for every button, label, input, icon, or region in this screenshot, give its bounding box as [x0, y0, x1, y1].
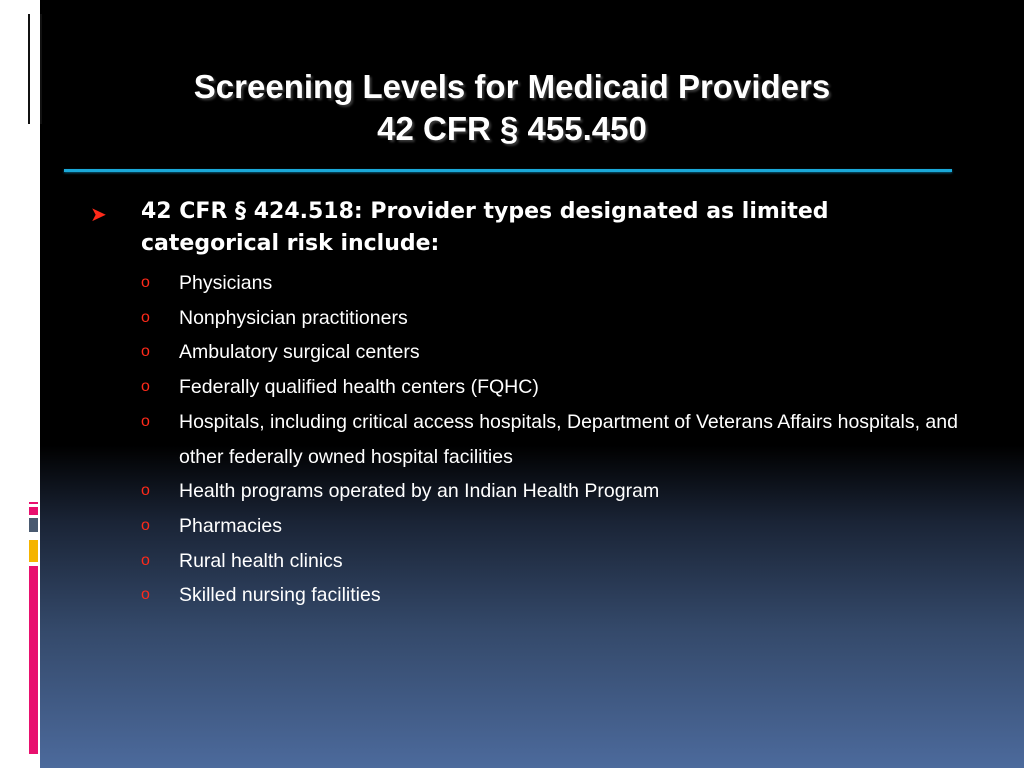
circle-bullet-icon: o	[141, 586, 150, 604]
slide-title	[60, 66, 964, 150]
list-item-text: Nonphysician practitioners	[179, 306, 408, 329]
list-item	[88, 474, 968, 509]
title-line-1: Screening Levels for Medicaid Providers	[193, 68, 831, 105]
sub-bullet-list	[88, 266, 968, 613]
strip-bar-white	[28, 14, 42, 124]
list-item-text: Hospitals, including critical access hospitals, Department of Veterans Affairs hospitals, and other federally owned hospital facilities	[179, 410, 958, 468]
arrow-bullet-icon: ➤	[90, 202, 107, 226]
list-item	[88, 370, 968, 405]
slide-body	[88, 196, 968, 613]
circle-bullet-icon: o	[141, 516, 150, 534]
strip-mark-line	[29, 502, 38, 504]
strip-mark-pink-long	[29, 566, 38, 754]
list-item-text: Pharmacies	[179, 514, 282, 537]
circle-bullet-icon: o	[141, 551, 150, 569]
list-item	[88, 578, 968, 613]
strip-mark-yellow	[29, 540, 38, 562]
list-item	[88, 301, 968, 336]
circle-bullet-icon: o	[141, 343, 150, 361]
list-item-text: Physicians	[179, 272, 273, 294]
list-item	[88, 405, 968, 474]
list-item-text: Health programs operated by an Indian Health Program	[179, 480, 660, 503]
circle-bullet-icon: o	[141, 412, 150, 430]
list-item	[88, 544, 968, 579]
list-item	[88, 335, 968, 370]
list-item-text: Federally qualified health centers (FQHC)	[179, 376, 539, 399]
main-bullet	[88, 196, 968, 260]
list-item-text: Skilled nursing facilities	[179, 584, 381, 607]
list-item-text: Rural health clinics	[179, 549, 343, 572]
title-underline-rule	[64, 169, 952, 172]
title-line-2: 42 CFR § 455.450	[377, 110, 647, 147]
main-bullet-text: 42 CFR § 424.518: Provider types designated as limited categorical risk include:	[141, 199, 829, 256]
list-item	[88, 266, 968, 301]
list-item-text: Ambulatory surgical centers	[179, 341, 420, 364]
strip-mark-pink-small	[29, 507, 38, 515]
strip-mark-gray	[29, 518, 38, 532]
left-decorative-strip	[0, 0, 40, 768]
list-item	[88, 509, 968, 544]
circle-bullet-icon: o	[141, 308, 150, 326]
circle-bullet-icon: o	[141, 378, 150, 396]
circle-bullet-icon: o	[141, 274, 150, 291]
circle-bullet-icon: o	[141, 482, 150, 500]
